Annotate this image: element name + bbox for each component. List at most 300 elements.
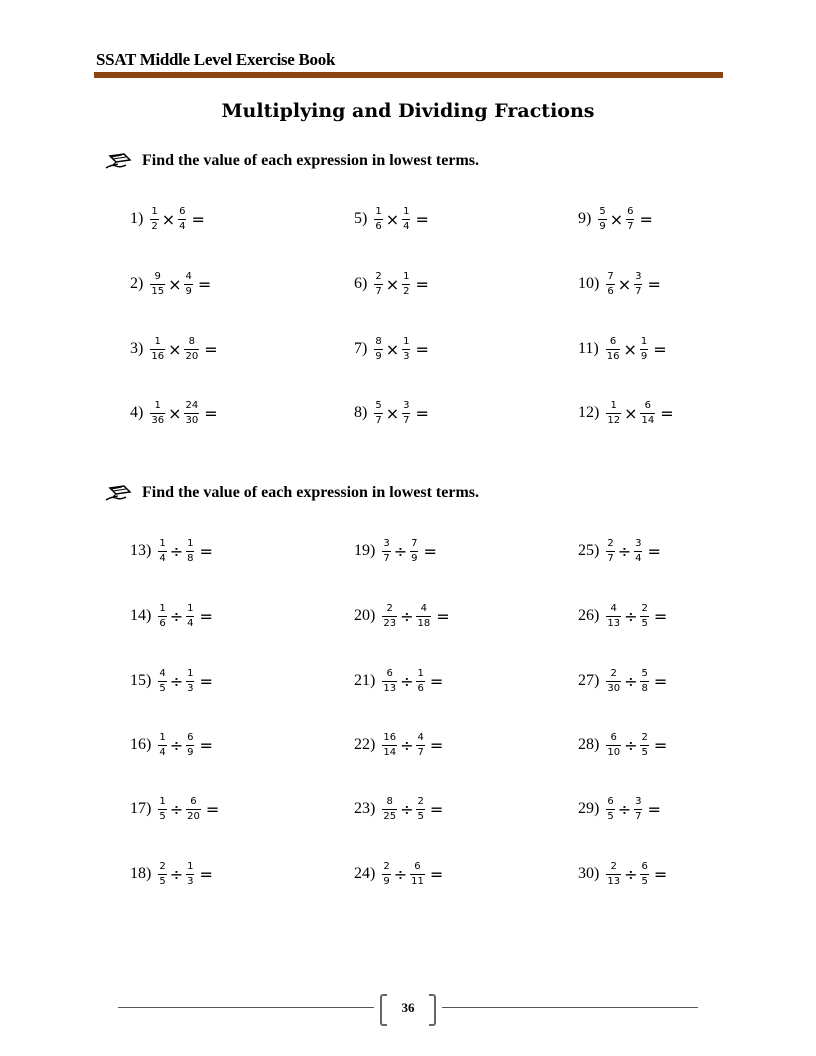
problem-4 — [130, 398, 218, 428]
problem-number: 10) — [578, 275, 600, 292]
fraction — [158, 603, 166, 630]
problem-23 — [354, 794, 443, 824]
equals-sign: = — [647, 799, 661, 819]
denominator: 12 — [607, 414, 621, 426]
numerator: 5 — [375, 399, 382, 411]
header-rule — [94, 72, 723, 78]
fraction — [186, 538, 194, 565]
fraction — [150, 400, 165, 427]
denominator: 2 — [151, 220, 158, 232]
fraction — [606, 538, 614, 565]
denominator: 8 — [641, 682, 648, 694]
problem-number: 2) — [130, 275, 144, 292]
fraction — [606, 271, 614, 298]
section-2-instruction — [104, 482, 479, 504]
fraction — [382, 796, 397, 823]
fraction — [606, 336, 621, 363]
numerator: 2 — [383, 860, 390, 872]
numerator: 4 — [610, 602, 617, 614]
denominator: 4 — [159, 552, 166, 564]
denominator: 11 — [411, 875, 424, 887]
fraction — [374, 336, 382, 363]
numerator: 8 — [188, 335, 196, 347]
denominator: 6 — [159, 617, 166, 629]
problem-27 — [578, 666, 667, 696]
problem-number: 9) — [578, 210, 592, 227]
numerator: 2 — [641, 602, 648, 614]
denominator: 5 — [607, 810, 614, 822]
equals-sign: = — [415, 339, 429, 359]
equals-sign: = — [199, 606, 213, 626]
operator: × — [623, 339, 637, 359]
problem-25 — [578, 536, 661, 566]
problem-number: 23) — [354, 800, 376, 817]
numerator: 1 — [403, 270, 410, 282]
numerator: 6 — [190, 795, 197, 807]
problem-21 — [354, 666, 443, 696]
numerator: 1 — [154, 399, 161, 411]
denominator: 3 — [403, 350, 410, 362]
fraction — [606, 732, 621, 759]
denominator: 10 — [607, 746, 621, 758]
problem-number: 7) — [354, 340, 368, 357]
numerator: 3 — [635, 795, 642, 807]
numerator: 1 — [159, 795, 166, 807]
denominator: 30 — [185, 414, 199, 426]
numerator: 6 — [644, 399, 652, 411]
fraction — [374, 400, 382, 427]
operator: × — [617, 274, 632, 294]
operator: × — [385, 403, 400, 423]
equals-sign: = — [647, 274, 661, 294]
fraction — [640, 400, 655, 427]
denominator: 25 — [383, 810, 397, 822]
operator: ÷ — [169, 671, 184, 691]
problem-number: 11) — [578, 340, 599, 357]
equals-sign: = — [653, 606, 668, 626]
numerator: 5 — [641, 667, 648, 679]
equals-sign: = — [204, 339, 218, 359]
numerator: 5 — [599, 205, 606, 217]
problem-number: 25) — [578, 542, 600, 559]
numerator: 6 — [627, 205, 634, 217]
problem-number: 24) — [354, 865, 376, 882]
problem-1 — [130, 204, 205, 234]
fraction — [382, 668, 397, 695]
problem-11 — [578, 334, 667, 364]
numerator: 2 — [417, 795, 424, 807]
equals-sign: = — [653, 671, 668, 691]
equals-sign: = — [429, 864, 444, 884]
fraction — [158, 668, 166, 695]
problem-20 — [354, 601, 450, 631]
numerator: 1 — [187, 537, 194, 549]
numerator: 2 — [641, 731, 648, 743]
operator: × — [385, 339, 400, 359]
numerator: 3 — [635, 537, 642, 549]
denominator: 6 — [375, 220, 382, 232]
fraction — [640, 668, 648, 695]
equals-sign: = — [205, 799, 220, 819]
problem-19 — [354, 536, 437, 566]
fraction — [416, 603, 431, 630]
denominator: 7 — [635, 810, 642, 822]
operator: ÷ — [169, 735, 184, 755]
denominator: 18 — [417, 617, 431, 629]
fraction — [150, 336, 165, 363]
fraction — [626, 206, 634, 233]
fraction — [158, 861, 166, 888]
fraction — [186, 668, 194, 695]
problem-number: 3) — [130, 340, 144, 357]
denominator: 9 — [599, 220, 606, 232]
numerator: 1 — [154, 335, 161, 347]
fraction — [606, 668, 621, 695]
denominator: 7 — [403, 414, 410, 426]
numerator: 4 — [420, 602, 428, 614]
problem-13 — [130, 536, 213, 566]
problem-number: 19) — [354, 542, 376, 559]
denominator: 7 — [627, 220, 634, 232]
denominator: 8 — [187, 552, 194, 564]
problem-29 — [578, 794, 661, 824]
numerator: 6 — [607, 795, 614, 807]
numerator: 4 — [185, 270, 192, 282]
numerator: 6 — [386, 667, 393, 679]
equals-sign: = — [191, 209, 205, 229]
operator: ÷ — [617, 541, 632, 561]
page-number: 36 — [401, 1000, 415, 1015]
denominator: 5 — [641, 617, 648, 629]
fraction — [186, 732, 194, 759]
equals-sign: = — [199, 671, 213, 691]
numerator: 1 — [159, 537, 166, 549]
numerator: 3 — [635, 270, 642, 282]
problem-18 — [130, 859, 213, 889]
problem-number: 20) — [354, 607, 376, 624]
denominator: 9 — [187, 746, 194, 758]
operator: × — [161, 209, 176, 229]
numerator: 1 — [403, 335, 410, 347]
denominator: 5 — [159, 810, 166, 822]
fraction — [150, 206, 158, 233]
denominator: 23 — [383, 617, 397, 629]
denominator: 9 — [185, 285, 192, 297]
fraction — [158, 796, 166, 823]
fraction — [402, 271, 410, 298]
denominator: 5 — [641, 746, 648, 758]
fraction — [374, 271, 382, 298]
footer-rule-right — [442, 1007, 698, 1008]
numerator: 16 — [383, 731, 397, 743]
page-title: Multiplying and Dividing Fractions — [221, 100, 595, 122]
problem-8 — [354, 398, 429, 428]
fraction — [410, 538, 418, 565]
denominator: 13 — [607, 875, 621, 887]
equals-sign: = — [204, 403, 218, 423]
fraction — [410, 861, 425, 888]
equals-sign: = — [423, 541, 437, 561]
operator: ÷ — [393, 541, 408, 561]
operator: ÷ — [400, 671, 414, 691]
fraction — [184, 336, 199, 363]
operator: ÷ — [393, 864, 408, 884]
numerator: 2 — [375, 270, 382, 282]
numerator: 1 — [610, 399, 617, 411]
fraction — [606, 400, 621, 427]
numerator: 4 — [159, 667, 166, 679]
numerator: 6 — [179, 205, 186, 217]
denominator: 13 — [607, 617, 621, 629]
fraction — [402, 400, 410, 427]
operator: ÷ — [617, 799, 632, 819]
fraction — [382, 861, 390, 888]
pencil-writing-icon — [104, 150, 134, 172]
problem-7 — [354, 334, 429, 364]
denominator: 15 — [151, 285, 165, 297]
denominator: 4 — [635, 552, 642, 564]
numerator: 7 — [607, 270, 614, 282]
denominator: 9 — [640, 350, 648, 362]
numerator: 1 — [159, 731, 166, 743]
fraction — [382, 603, 397, 630]
operator: ÷ — [169, 541, 184, 561]
problem-number: 17) — [130, 800, 152, 817]
denominator: 4 — [179, 220, 186, 232]
problem-number: 18) — [130, 865, 152, 882]
problem-number: 28) — [578, 736, 600, 753]
problem-17 — [130, 794, 219, 824]
fraction — [374, 206, 382, 233]
numerator: 24 — [185, 399, 199, 411]
problem-number: 4) — [130, 404, 144, 421]
denominator: 7 — [375, 285, 382, 297]
numerator: 2 — [610, 667, 617, 679]
numerator: 2 — [607, 537, 614, 549]
pencil-writing-icon — [104, 482, 134, 504]
operator: × — [385, 209, 400, 229]
denominator: 7 — [607, 552, 614, 564]
numerator: 1 — [417, 667, 424, 679]
operator: ÷ — [624, 606, 638, 626]
numerator: 8 — [386, 795, 393, 807]
operator: × — [624, 403, 638, 423]
problem-5 — [354, 204, 429, 234]
equals-sign: = — [653, 864, 668, 884]
operator: × — [168, 403, 182, 423]
problem-26 — [578, 601, 667, 631]
denominator: 20 — [187, 810, 200, 822]
equals-sign: = — [429, 799, 444, 819]
denominator: 16 — [151, 350, 165, 362]
denominator: 7 — [635, 285, 642, 297]
numerator: 6 — [187, 731, 194, 743]
operator: ÷ — [624, 864, 638, 884]
fraction — [416, 796, 424, 823]
denominator: 9 — [383, 875, 390, 887]
denominator: 2 — [403, 285, 410, 297]
numerator: 1 — [151, 205, 158, 217]
problem-12 — [578, 398, 674, 428]
problem-22 — [354, 730, 443, 760]
numerator: 3 — [403, 399, 410, 411]
problem-number: 16) — [130, 736, 152, 753]
denominator: 14 — [383, 746, 397, 758]
operator: × — [385, 274, 400, 294]
denominator: 13 — [383, 682, 397, 694]
operator: × — [168, 339, 182, 359]
fraction — [640, 336, 648, 363]
denominator: 9 — [375, 350, 382, 362]
denominator: 3 — [187, 682, 194, 694]
denominator: 16 — [606, 350, 620, 362]
fraction — [186, 603, 194, 630]
fraction — [606, 796, 614, 823]
denominator: 20 — [185, 350, 199, 362]
fraction — [640, 603, 648, 630]
denominator: 7 — [417, 746, 424, 758]
numerator: 2 — [610, 860, 617, 872]
problem-6 — [354, 269, 429, 299]
fraction — [184, 271, 192, 298]
denominator: 5 — [417, 810, 424, 822]
fraction — [634, 796, 642, 823]
denominator: 4 — [159, 746, 166, 758]
fraction — [150, 271, 165, 298]
numerator: 1 — [403, 205, 410, 217]
equals-sign: = — [653, 339, 667, 359]
denominator: 14 — [641, 414, 655, 426]
problem-16 — [130, 730, 213, 760]
operator: ÷ — [400, 735, 414, 755]
numerator: 2 — [386, 602, 393, 614]
operator: ÷ — [400, 799, 414, 819]
numerator: 3 — [383, 537, 390, 549]
denominator: 36 — [151, 414, 165, 426]
right-bracket — [429, 994, 436, 1026]
denominator: 9 — [411, 552, 418, 564]
fraction — [184, 400, 199, 427]
numerator: 4 — [417, 731, 424, 743]
numerator: 7 — [411, 537, 418, 549]
problem-number: 14) — [130, 607, 152, 624]
numerator: 1 — [187, 667, 194, 679]
operator: ÷ — [624, 671, 638, 691]
problem-2 — [130, 269, 211, 299]
equals-sign: = — [647, 541, 661, 561]
equals-sign: = — [429, 671, 444, 691]
operator: × — [609, 209, 624, 229]
denominator: 30 — [607, 682, 621, 694]
fraction — [634, 538, 642, 565]
fraction — [186, 796, 201, 823]
operator: ÷ — [169, 799, 184, 819]
problem-28 — [578, 730, 667, 760]
fraction — [402, 206, 410, 233]
equals-sign: = — [429, 735, 444, 755]
fraction — [606, 861, 621, 888]
numerator: 1 — [187, 860, 194, 872]
problem-number: 27) — [578, 672, 600, 689]
problem-24 — [354, 859, 443, 889]
denominator: 7 — [375, 414, 382, 426]
denominator: 6 — [417, 682, 424, 694]
problem-3 — [130, 334, 218, 364]
footer-rule-left — [118, 1007, 374, 1008]
denominator: 4 — [187, 617, 194, 629]
equals-sign: = — [415, 274, 429, 294]
fraction — [382, 732, 397, 759]
fraction — [158, 732, 166, 759]
equals-sign: = — [436, 606, 450, 626]
problem-number: 5) — [354, 210, 368, 227]
left-bracket — [380, 994, 387, 1026]
operator: ÷ — [169, 864, 184, 884]
equals-sign: = — [660, 403, 674, 423]
numerator: 1 — [187, 602, 194, 614]
operator: × — [168, 274, 182, 294]
denominator: 4 — [403, 220, 410, 232]
fraction — [640, 861, 648, 888]
denominator: 5 — [159, 875, 166, 887]
operator: ÷ — [624, 735, 638, 755]
fraction — [382, 538, 390, 565]
fraction — [402, 336, 410, 363]
problem-number: 15) — [130, 672, 152, 689]
fraction — [158, 538, 166, 565]
equals-sign: = — [199, 541, 213, 561]
operator: ÷ — [169, 606, 184, 626]
equals-sign: = — [415, 403, 429, 423]
problem-10 — [578, 269, 661, 299]
section-1-instruction — [104, 150, 479, 172]
problem-number: 6) — [354, 275, 368, 292]
equals-sign: = — [653, 735, 668, 755]
equals-sign: = — [199, 864, 213, 884]
book-title: SSAT Middle Level Exercise Book — [96, 50, 336, 69]
equals-sign: = — [197, 274, 212, 294]
problem-30 — [578, 859, 667, 889]
problem-number: 29) — [578, 800, 600, 817]
problem-number: 21) — [354, 672, 376, 689]
problem-number: 12) — [578, 404, 600, 421]
fraction — [598, 206, 606, 233]
problem-9 — [578, 204, 653, 234]
fraction — [606, 603, 621, 630]
denominator: 7 — [383, 552, 390, 564]
instruction-text: Find the value of each expression in lowest terms. — [142, 484, 480, 501]
fraction — [416, 732, 424, 759]
denominator: 6 — [607, 285, 614, 297]
problem-number: 22) — [354, 736, 376, 753]
fraction — [640, 732, 648, 759]
problem-number: 1) — [130, 210, 144, 227]
page-number-box — [380, 994, 436, 1022]
equals-sign: = — [639, 209, 653, 229]
problem-number: 26) — [578, 607, 600, 624]
instruction-text: Find the value of each expression in lowest terms. — [142, 152, 480, 169]
problem-number: 13) — [130, 542, 152, 559]
numerator: 6 — [414, 860, 421, 872]
numerator: 2 — [159, 860, 166, 872]
denominator: 3 — [187, 875, 194, 887]
operator: ÷ — [400, 606, 414, 626]
numerator: 6 — [609, 335, 617, 347]
fraction — [416, 668, 424, 695]
equals-sign: = — [199, 735, 213, 755]
fraction — [178, 206, 186, 233]
denominator: 5 — [641, 875, 648, 887]
